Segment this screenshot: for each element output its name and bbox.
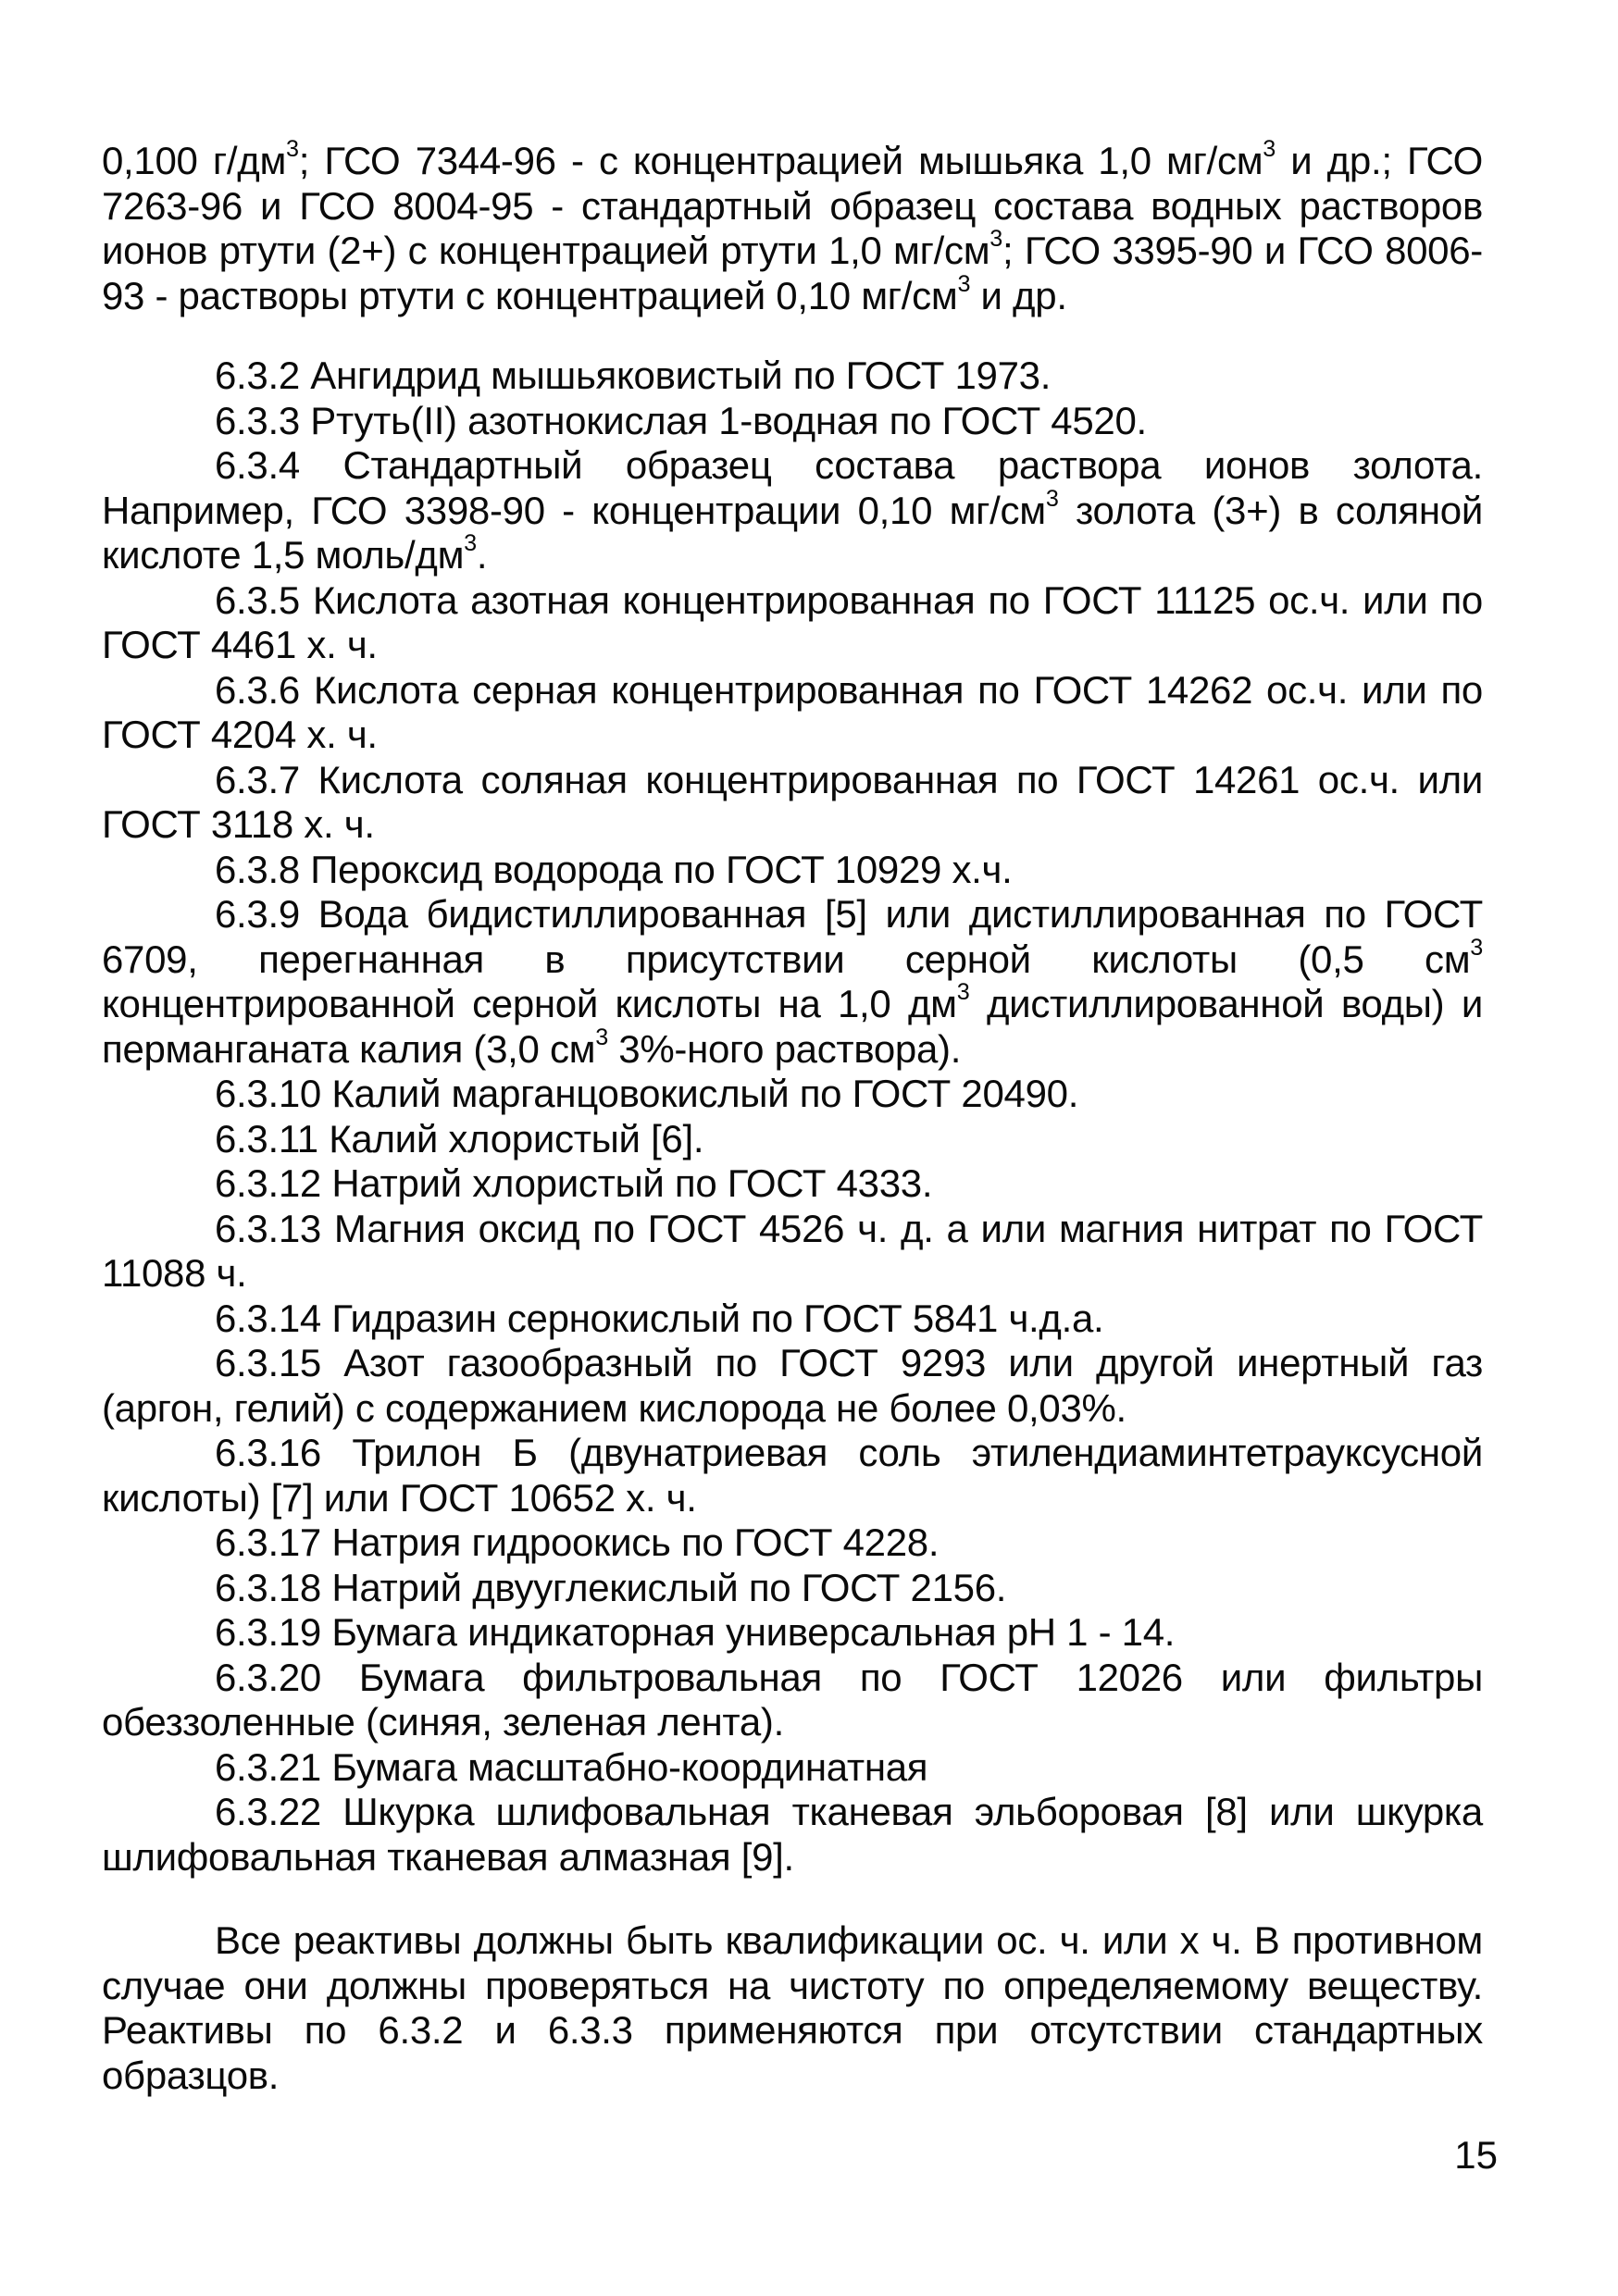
- superscript: 3: [989, 226, 1002, 253]
- item-number: 6.3.14: [215, 1296, 321, 1340]
- item-number: 6.3.8: [215, 847, 300, 891]
- text-run: .: [476, 533, 488, 577]
- text-run: Ангидрид мышьяковистый по ГОСТ 1973.: [310, 354, 1052, 397]
- text-run: Натрий хлористый по ГОСТ 4333.: [331, 1161, 933, 1205]
- reagent-item: [102, 1431, 1483, 1520]
- item-number: 6.3.13: [215, 1206, 321, 1250]
- reagent-list: [102, 354, 1483, 1880]
- text-run: Магния оксид по ГОСТ 4526 ч. д. а или магния нитрат по ГОСТ 11088 ч.: [102, 1206, 1483, 1295]
- reagent-item: [102, 1745, 1483, 1791]
- item-number: 6.3.17: [215, 1520, 321, 1564]
- reagent-item: [102, 1610, 1483, 1656]
- text-run: Гидразин сернокислый по ГОСТ 5841 ч.д.а.: [331, 1296, 1104, 1340]
- superscript: 3: [464, 530, 477, 557]
- reagent-item: [102, 354, 1483, 399]
- closing-paragraph: Все реактивы должны быть квалификации ос. ч. или х ч. В противном случае они должны проверяться на чистоту по определяемому веществу. Реактивы по 6.3.2 и 6.3.3 применяются при отсутствии стандартных образцов.: [102, 1918, 1483, 2097]
- item-number: 6.3.10: [215, 1072, 321, 1115]
- superscript: 3: [956, 979, 970, 1006]
- reagent-item: [102, 848, 1483, 893]
- reagent-item: [102, 758, 1483, 848]
- reagent-item: [102, 399, 1483, 444]
- reagent-item: [102, 1520, 1483, 1566]
- reagent-item: [102, 1566, 1483, 1611]
- text-run: Шкурка шлифовальная тканевая эльборовая [8] или шкурка шлифовальная тканевая алмазная [9].: [102, 1790, 1483, 1879]
- reagent-item: [102, 1117, 1483, 1162]
- reagent-item: [102, 1207, 1483, 1297]
- item-number: 6.3.4: [215, 443, 300, 487]
- item-number: 6.3.16: [215, 1431, 321, 1474]
- text-run: Вода бидистиллированная [5] или дистиллированная по ГОСТ 6709, перегнанная в присутствии серной кислоты (0,5 см: [102, 892, 1484, 981]
- item-number: 6.3.12: [215, 1161, 321, 1205]
- superscript: 3: [1263, 136, 1276, 163]
- page-body: [102, 136, 1484, 2098]
- superscript: 3: [1045, 485, 1059, 512]
- text-run: ; ГСО 3395-90 и ГСО 8006-93 - растворы ртути с концентрацией 0,10 мг/см: [102, 229, 1483, 317]
- reagent-item: [102, 892, 1483, 1072]
- item-number: 6.3.18: [215, 1565, 321, 1609]
- item-number: 6.3.22: [215, 1790, 321, 1833]
- text-run: 0,100 г/дм: [102, 139, 287, 182]
- reagent-item: [102, 1656, 1483, 1745]
- text-run: Кислота азотная концентрированная по ГОСТ 11125 ос.ч. или по ГОСТ 4461 х. ч.: [102, 577, 1483, 666]
- page-number: 15: [1454, 2133, 1498, 2177]
- text-run: Калий марганцовокислый по ГОСТ 20490.: [331, 1072, 1079, 1115]
- text-run: золота (3+) в соляной кислоте 1,5 моль/дм: [102, 488, 1483, 577]
- item-number: 6.3.19: [215, 1610, 321, 1654]
- text-run: Трилон Б (двунатриевая соль этилендиаминтетрауксусной кислоты) [7] или ГОСТ 10652 х. ч.: [102, 1431, 1483, 1520]
- item-number: 6.3.7: [215, 757, 300, 801]
- item-number: 6.3.2: [215, 354, 300, 397]
- text-run: концентрированной серной кислоты на 1,0 дм: [102, 982, 957, 1025]
- reagent-item: [102, 443, 1483, 578]
- reagent-item: [102, 1297, 1483, 1342]
- reagent-item: [102, 1341, 1483, 1431]
- text-run: и др.; ГСО 7263-96 и ГСО 8004-95 - стандартный образец состава водных растворов ионов ртути (2+) с концентрацией ртути 1,0 мг/см: [102, 139, 1483, 272]
- reagent-item: [102, 1072, 1483, 1117]
- superscript: 3: [1470, 934, 1483, 961]
- text-run: Натрия гидроокись по ГОСТ 4228.: [331, 1520, 940, 1564]
- text-run: 3%-ного раствора).: [607, 1026, 962, 1071]
- item-number: 6.3.9: [215, 892, 300, 936]
- text-run: и др.: [970, 273, 1067, 317]
- text-run: дистиллированной воды) и перманганата калия (3,0 см: [102, 982, 1483, 1071]
- item-number: 6.3.3: [215, 398, 300, 442]
- text-run: Стандартный образец состава раствора ионов золота. Например, ГСО 3398-90 - концентрации 0,10 мг/см: [102, 443, 1483, 532]
- text-run: Кислота соляная концентрированная по ГОСТ 14261 ос.ч. или ГОСТ 3118 х. ч.: [102, 757, 1483, 846]
- item-number: 6.3.6: [215, 667, 300, 712]
- text-run: Калий хлористый [6].: [329, 1116, 704, 1160]
- text-run: ; ГСО 7344-96 - с концентрацией мышьяка 1,0 мг/см: [298, 139, 1263, 182]
- text-run: Кислота серная концентрированная по ГОСТ 14262 ос.ч. или по ГОСТ 4204 х. ч.: [102, 667, 1483, 756]
- superscript: 3: [286, 136, 299, 163]
- item-number: 6.3.20: [215, 1655, 321, 1699]
- text-run: Бумага индикаторная универсальная pH 1 - 14.: [331, 1610, 1176, 1654]
- item-number: 6.3.11: [215, 1116, 318, 1160]
- reagent-item: [102, 578, 1483, 668]
- reagent-item: [102, 1790, 1483, 1880]
- item-number: 6.3.5: [215, 577, 300, 622]
- reagent-item: [102, 668, 1483, 758]
- text-run: Азот газообразный по ГОСТ 9293 или другой инертный газ (аргон, гелий) с содержанием кислорода не более 0,03%.: [102, 1341, 1483, 1430]
- text-run: Бумага фильтровальная по ГОСТ 12026 или фильтры обеззоленные (синяя, зеленая лента).: [102, 1655, 1483, 1744]
- text-run: Ртуть(II) азотнокислая 1-водная по ГОСТ 4520.: [310, 398, 1147, 442]
- text-run: Натрий двууглекислый по ГОСТ 2156.: [331, 1565, 1007, 1609]
- intro-paragraph: [102, 136, 1483, 318]
- text-run: Пероксид водорода по ГОСТ 10929 х.ч.: [310, 847, 1013, 891]
- superscript: 3: [957, 270, 971, 297]
- superscript: 3: [595, 1024, 608, 1050]
- item-number: 6.3.21: [215, 1744, 321, 1789]
- item-number: 6.3.15: [215, 1341, 321, 1384]
- reagent-item: [102, 1161, 1483, 1207]
- text-run: Бумага масштабно-координатная: [331, 1744, 928, 1789]
